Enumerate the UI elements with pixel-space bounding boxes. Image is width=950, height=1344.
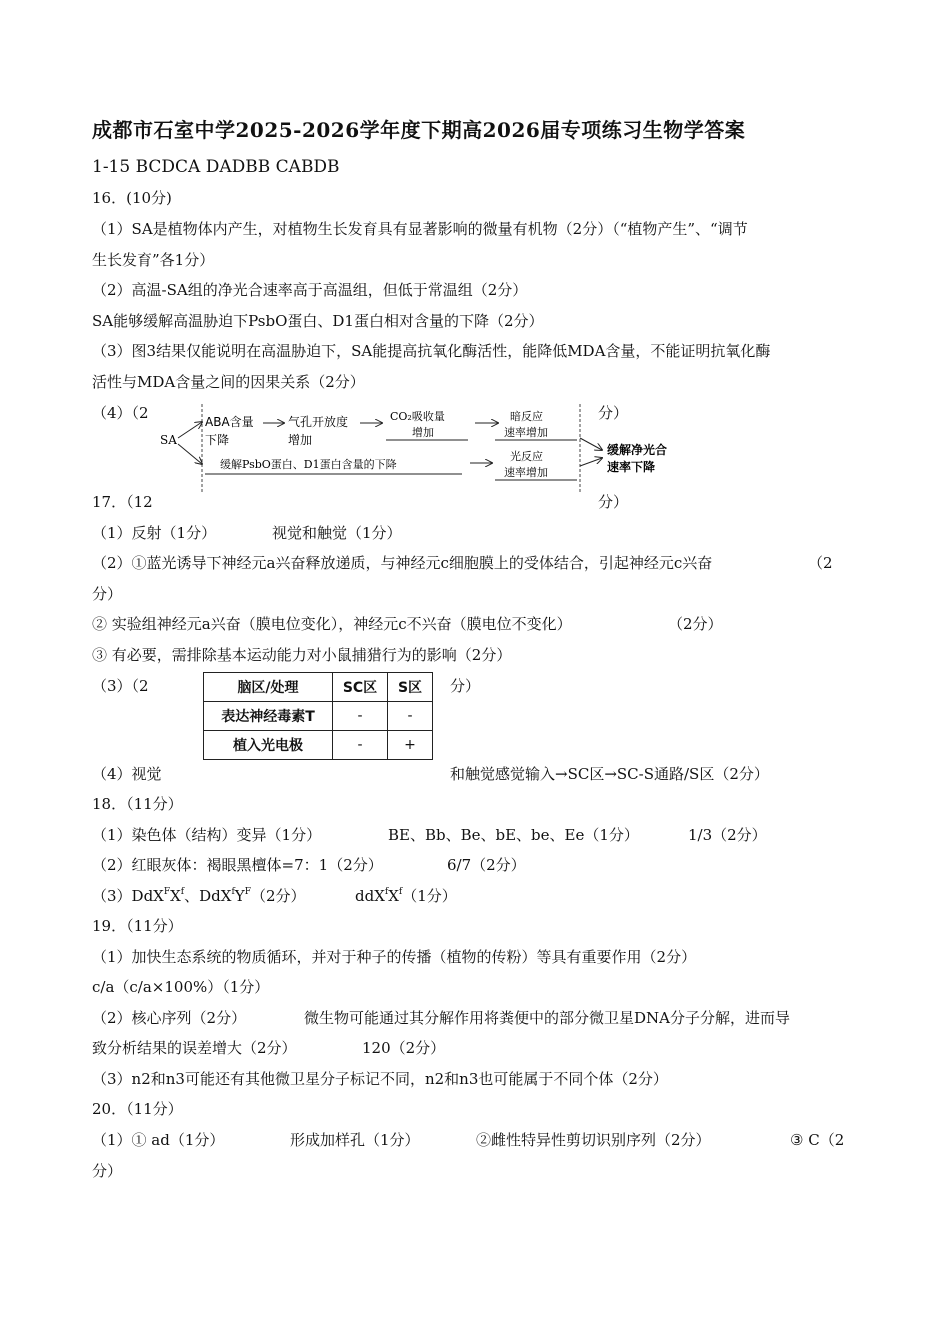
- superscript: f: [384, 887, 389, 897]
- diagram-result-1: 缓解净光合: [607, 443, 668, 457]
- diagram-stoma-2: 增加: [288, 433, 313, 447]
- arrow-sa-upper: [178, 422, 202, 438]
- q20-1-e: 分）: [92, 1162, 123, 1180]
- diagram-aba-1: ABA含量: [205, 415, 254, 429]
- q17-2-line1: （2）①蓝光诱导下神经元a兴奋释放递质，与神经元c细胞膜上的受体结合，引起神经元c兴奋: [92, 554, 713, 572]
- q18-3-b-text: ddX: [355, 887, 385, 905]
- brain-region-table: [203, 672, 433, 760]
- q19-1-line1: （1）加快生态系统的物质循环，并对于种子的传播（植物的传粉）等具有重要作用（2分）: [92, 948, 697, 966]
- diagram-light-1: 光反应: [510, 450, 543, 463]
- arrow-dark-result: [580, 438, 602, 450]
- diagram-co2-2: 增加: [412, 426, 434, 439]
- mc-answers: 1-15 BCDCA DADBB CABDB: [92, 157, 340, 177]
- table-cell: -: [333, 702, 388, 731]
- diagram-co2-1: CO₂吸收量: [390, 410, 445, 423]
- q18-3-a-text: Y: [234, 887, 245, 905]
- table-cell: -: [388, 702, 433, 731]
- q17-2-line3: ② 实验组神经元a兴奋（膜电位变化），神经元c不兴奋（膜电位不变化）: [92, 615, 572, 633]
- q18-1-a: （1）染色体（结构）变异（1分）: [92, 826, 322, 844]
- q18-3-a-text: X: [170, 887, 181, 905]
- table-header-cell: S区: [388, 673, 433, 702]
- table-cell: -: [333, 731, 388, 760]
- q17-3-prefix: （3）（2: [92, 677, 149, 695]
- diagram-result-2: 速率下降: [607, 460, 656, 474]
- sa-pathway-diagram: [150, 400, 710, 496]
- q18-3-b-text: （1分）: [402, 887, 457, 905]
- diagram-dark-2: 速率增加: [504, 426, 548, 439]
- q19-2-c: 致分析结果的误差增大（2分）: [92, 1039, 297, 1057]
- q18-2-b: 6/7（2分）: [447, 856, 526, 874]
- page-title: 成都市石室中学2025-2026学年度下期高2026届专项练习生物学答案: [92, 118, 746, 142]
- q17-3-suffix: 分）: [450, 677, 481, 695]
- table-cell: 植入光电极: [204, 731, 333, 760]
- q18-1-b: BE、Bb、Be、bE、be、Ee（1分）: [388, 826, 639, 844]
- diagram-sa: SA: [160, 433, 177, 447]
- q18-3-a-text: （3）DdX: [92, 887, 164, 905]
- table-cell: 表达神经毒素T: [204, 702, 333, 731]
- diagram-light-2: 速率增加: [504, 466, 548, 479]
- table-cell: +: [388, 731, 433, 760]
- diagram-aba-2: 下降: [205, 433, 230, 447]
- table-row: [204, 731, 433, 760]
- q18-3-b: [355, 886, 457, 906]
- q18-heading: 18．（11分）: [92, 795, 183, 813]
- q18-3-a-text: 、DdX: [184, 887, 232, 905]
- q17-2-line4: ③ 有必要，需排除基本运动能力对小鼠捕猎行为的影响（2分）: [92, 646, 512, 664]
- q16-2-line2: SA能够缓解高温胁迫下PsbO蛋白、D1蛋白相对含量的下降（2分）: [92, 312, 544, 330]
- q19-2-d: 120（2分）: [362, 1039, 446, 1057]
- q16-heading: 16．(10分): [92, 189, 172, 207]
- q17-2-line1-score: （2: [808, 554, 833, 572]
- q19-3: （3）n2和n3可能还有其他微卫星分子标记不同，n2和n3也可能属于不同个体（2分）: [92, 1070, 668, 1088]
- table-row: [204, 702, 433, 731]
- q19-2-b: 微生物可能通过其分解作用将粪便中的部分微卫星DNA分子分解，进而导: [304, 1009, 790, 1027]
- arrow-light-result: [580, 458, 602, 466]
- diagram-stoma-1: 气孔开放度: [288, 415, 349, 429]
- q17-2-line2: 分）: [92, 585, 123, 603]
- q20-heading: 20．（11分）: [92, 1100, 183, 1118]
- q18-3-a: [92, 886, 306, 906]
- q17-heading-suffix: 分）: [598, 493, 629, 511]
- q17-1-b: 视觉和触觉（1分）: [272, 524, 402, 542]
- q20-1-a: （1）① ad（1分）: [92, 1131, 225, 1149]
- table-header-cell: 脑区/处理: [204, 673, 333, 702]
- q19-heading: 19．（11分）: [92, 917, 183, 935]
- q16-1-line1: （1）SA是植物体内产生，对植物生长发育具有显著影响的微量有机物（2分）（“植物产生”、“调节: [92, 220, 748, 238]
- q16-4-prefix: （4）（2: [92, 404, 149, 422]
- superscript: f: [180, 887, 185, 897]
- q17-heading-prefix: 17．（12: [92, 493, 153, 511]
- table-header-row: [204, 673, 433, 702]
- arrow-sa-lower: [178, 444, 202, 464]
- q20-1-b: 形成加样孔（1分）: [290, 1131, 420, 1149]
- q20-1-c: ②雌性特异性剪切识别序列（2分）: [476, 1131, 711, 1149]
- q16-3-line2: 活性与MDA含量之间的因果关系（2分）: [92, 373, 365, 391]
- q18-1-c: 1/3（2分）: [688, 826, 767, 844]
- q18-3-a-text: （2分）: [250, 887, 306, 905]
- diagram-relieve: 缓解PsbO蛋白、D1蛋白含量的下降: [220, 458, 397, 471]
- q18-2-a: （2）红眼灰体：褐眼黑檀体=7：1（2分）: [92, 856, 383, 874]
- table-header-cell: SC区: [333, 673, 388, 702]
- superscript: f: [398, 887, 403, 897]
- q19-2-a: （2）核心序列（2分）: [92, 1009, 247, 1027]
- q16-3-line1: （3）图3结果仅能说明在高温胁迫下，SA能提高抗氧化酶活性，能降低MDA含量，不能证明抗氧化酶: [92, 342, 771, 360]
- q17-4-suffix: 和触觉感觉输入→SC区→SC-S通路/S区（2分）: [450, 765, 769, 783]
- q17-2-line3-score: （2分）: [668, 615, 723, 633]
- superscript: F: [163, 887, 171, 897]
- q18-3-b-text: X: [388, 887, 399, 905]
- diagram-dark-1: 暗反应: [510, 410, 543, 423]
- q16-2-line1: （2）高温-SA组的净光合速率高于高温组，但低于常温组（2分）: [92, 281, 528, 299]
- q17-1-a: （1）反射（1分）: [92, 524, 217, 542]
- q16-4-suffix: 分）: [598, 404, 629, 422]
- superscript: f: [231, 887, 235, 897]
- q17-4-prefix: （4）视觉: [92, 765, 162, 783]
- superscript: F: [244, 887, 251, 897]
- q19-1-line2: c/a（c/a×100%）（1分）: [92, 978, 270, 996]
- q16-1-line2: 生长发育”各1分）: [92, 251, 215, 269]
- q20-1-d: ③ C（2: [790, 1131, 845, 1149]
